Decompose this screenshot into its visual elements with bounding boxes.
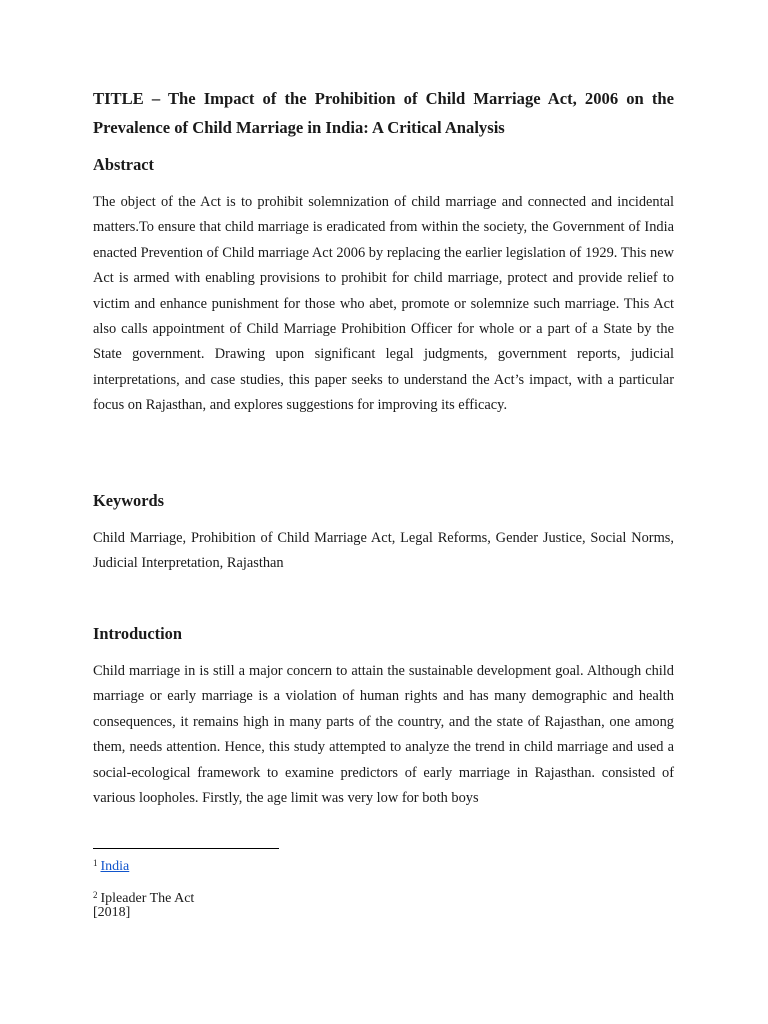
abstract-heading: Abstract: [93, 155, 154, 174]
introduction-paragraph: Child marriage in is still a major concern to attain the sustainable development goal. Although child marriage or early marriage is a violation of human rights and has many demographic and health consequences, it remains high in many parts of the country, and the state of Rajasthan, one among them, needs attention. Hence, this study attempted to analyze the trend in child marriage and used a social-ecological framework to examine predictors of early marriage in Rajasthan. consisted of various loopholes. Firstly, the age limit was very low for both boys: [93, 663, 674, 807]
footnote-2-year: [2018]: [93, 905, 131, 920]
keywords-paragraph: Child Marriage, Prohibition of Child Marriage Act, Legal Reforms, Gender Justice, Social Norms, Judicial Interpretation, Rajasthan: [93, 530, 674, 572]
abstract-paragraph: The object of the Act is to prohibit solemnization of child marriage and connected and incidental matters.To ensure that child marriage is eradicated from within the society, the Government of India enacted Prevention of Child marriage Act 2006 by replacing the earlier legislation of 1929. This new Act is armed with enabling provisions to prohibit for child marriage, protect and provide relief to victim and enhance punishment for those who abet, promote or solemnize such marriage. This Act also calls appointment of Child Marriage Prohibition Officer for whole or a part of a State by the State government. Drawing upon significant legal judgments, government reports, judicial interpretations, and case studies, this paper seeks to understand the Act’s impact, with a particular focus on Rajasthan, and explores suggestions for improving its efficacy.: [93, 194, 674, 414]
introduction-heading: Introduction: [93, 624, 182, 643]
footnote-2-text: Ipleader The Act: [100, 891, 195, 906]
footnote-1: [93, 855, 129, 875]
footnote-2-marker: 2: [93, 890, 98, 900]
footnote-1-marker: 1: [93, 858, 98, 868]
footnote-1-link[interactable]: India: [100, 859, 130, 874]
document-title: TITLE – The Impact of the Prohibition of Child Marriage Act, 2006 on the Prevalence of Child Marriage in India: A Critical Analysis: [93, 89, 674, 137]
footnote-separator: [93, 848, 279, 849]
keywords-heading: Keywords: [93, 491, 165, 510]
